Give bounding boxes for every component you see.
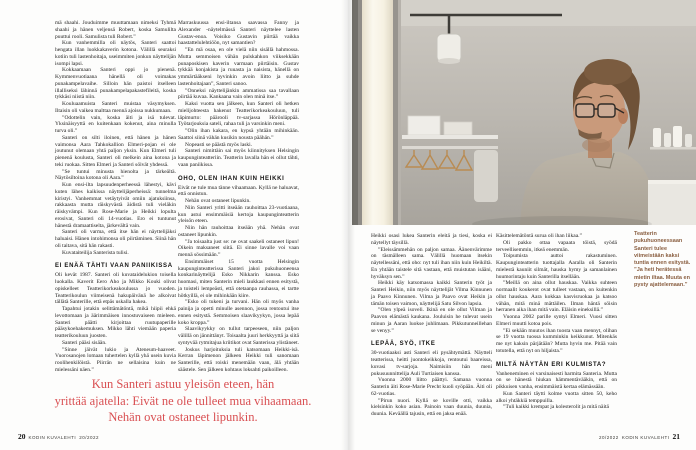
paragraph: Heikki käy katsomassa kaikki Santerin työt ja Santeri Heikin, niin myös näyttelijät Vilma Kinnunen ja Paavo Kinnunen. Vilma ja Paavo ovat Heikin ja tämän toisen vaimon, näyttelijä Satu Silvon lapsia. bbox=[371, 280, 492, 307]
paragraph: ”Onneksi näyttelijänkin ammatissa saa tavallaan piirtää kuvaa. Kankaana vain olen minä itse.” bbox=[178, 87, 299, 101]
paragraph: Tapahtui jotakin selittämätöntä, mikä hiipii ehkä levottomaan ja äärimmäisen innostuvaiseen mieleen. Santeri päätti kirjoittaa ruutupaperille pääsykoehakemuksen. Mikko lähti viemään paperia teatterikouluun juosten. bbox=[55, 306, 176, 339]
section-heading: EI ENÄÄ TÄHTI VAAN PANIIKISSA bbox=[55, 263, 173, 270]
paragraph: Kun vanhemmilla oli näytös, Santeri saattoi hengata illan luokkakaverin kotona. Välillä seuraksi kotiin tuli lastenhoitaja, useimmiten jonkun näyttelijän isompi lapsi. bbox=[55, 40, 176, 67]
paragraph: Niin Santeri yritti itseään rauhoittaa 23-vuotiaana, kun astui ensimmäisiä kertoja kaupunginteatterin yleisön eteen. bbox=[178, 204, 299, 225]
pendant-lamp bbox=[437, 34, 461, 62]
paragraph: Kuvataiteilija Santerista tulisi. bbox=[62, 249, 129, 256]
paragraph: ”Ei sekään muutos ihan tuosta vaan mennyt, olihan se 19 vuotta tuossa kumminkin keikkunut. Mitenkäs me nyt kaksin pärjätään? Mutta hyvin me. Pitää vain totutella, että nyt on hiljaista.” bbox=[496, 327, 617, 354]
paragraph: Kun ensi-ilta lapsuudenperheessä lähestyi, kävi kuten lähes kaikissa näyttelijäperheissä: tunnelma kiristyi. Vanhemmat vetäytyivät omiin ajatuksiinsa, rakkaasta mutta räiskyvästä äidistä tuli vieläkin räiskyvämpi. Kun Rose-Marie ja Heikki lopulta erosivat, Santeri oli 14-vuotias. Ero ei tuntunut hänestä dramaattiselta, järkevältä vain. bbox=[55, 182, 176, 229]
paragraph: Kaksi vuotta sen jälkeen, kun Santeri oli hetken mielijohteesta hakenut Teatterikorkeakouluun, tuli läpimurto: päärooli tv-sarjassa Hörönläppää. Työtarjouksia sateli, rahaa tuli ja varsinkin meni. bbox=[178, 101, 299, 128]
left-page-column-1 bbox=[55, 20, 176, 374]
dressing-room-photo bbox=[352, 0, 696, 225]
section-heading: MILTÄ NÄYTÄN ERI KULMISTA? bbox=[496, 361, 607, 368]
paragraph: Santeri pääsi sisään. bbox=[62, 339, 107, 346]
paragraph: Nehän ovat ostaneet lipunkin. bbox=[185, 198, 251, 204]
paragraph: Ensimmäiset 15 vuotta Helsingin kaupunginteatterissa Santeri jakoi pukuhuoneensa konkarinäyttelijä Esko Nikkarin kanssa. Esko huomasi, miten Santerin mieli laukkasi ennen esitystä, ja toisteli lempeästi, että otetaanpa rauhassa, ei tartte hötkyillä, ei ole mihinkään kiire. bbox=[178, 258, 299, 299]
paragraph: Oli kevät 1987. Santeri oli kuvataidelukion toisella luokalla. Kaverit Eero Aho ja Mikko Kouki olivat opiskelleet Teatterikorkeakoulussa jo vuoden. Teatterikoulun viimeisenä hakupäivänä he alkoivat tällätä Santerille, että etpäs uskalla hakea. bbox=[55, 272, 176, 306]
clothes-rail bbox=[402, 146, 498, 149]
paragraph: Oli pakko ottaa vapaata töistä, syödä terveellisemmin, itkeä enemmän. bbox=[496, 239, 617, 253]
paragraph: ”Se tuntui minusta hienolta ja tärkeältä. Näytösiltoina kotona oli Aara.” bbox=[55, 168, 176, 182]
paragraph: Vuonna 2002 parille syntyi Elmeri. Vuosi sitten Elmeri muutti kotoa pois. bbox=[496, 314, 617, 327]
paragraph: ”Olen ylpeä isoveli. Ikinä en ole ollut Vilman ja Paavon elämästä kaukana. Jouluisin he tulevat usein minun ja Aaran luokse juhlimaan. Pikkutunneillehan se venyy.” bbox=[371, 307, 492, 334]
section-heading: LEPÄÄ, SYÖ, ITKE bbox=[371, 341, 436, 348]
paragraph: 30-vuotiaaksi asti Santeri eli pysähtymättä. Näytteli teatterissa, heitti juontokeikkoja, rentoutui baareissa, kuvasi tv-sarjoja. Naimisiin hän meni pukusuunnittelija Auli Turtiaisen kanssa. bbox=[371, 350, 492, 377]
paragraph: ”Olin ihan kakara, en kypsä yhtään mihinkään. Saattoi siinä vähän kusikin nousta päähän.” bbox=[178, 128, 299, 141]
paragraph: ”Meillä on aina ollut hauskaa. Vaikka suhteen normaalit koukerot ovat tulleet vastaan, on kuitenkin ollut hauskaa. Aara kokkaa kasvisruokaa ja katsoo vähän, mitä minä mättäilen. Ilman häntä söisin herranen aika ihan mitä vain. Eläisin eineksillä.” bbox=[496, 280, 617, 314]
paragraph: ”Eleissämmehän on paljon samaa. Äänenvärimme on täsmälleen sama. Välillä huomaan itsekin näytellessäni, että oho: nyt tuli ihan niin kuin Heikiltä. En yhtään taistele sitä vastaan, että muistutan isääni, hyväksyn sen.” bbox=[371, 246, 492, 280]
magazine-name: KODIN KUVALEHTI bbox=[621, 435, 670, 440]
paragraph: Kun Santeri täytti kolme vuotta sitten 50, keho alkoi yhtäkkiä temppuilla. bbox=[496, 390, 617, 404]
paragraph: Nopeasti se päästä myös laski. bbox=[185, 141, 253, 148]
garment-bag bbox=[474, 150, 498, 202]
paragraph: Vanheneminen ei varsinaisesti harmita Santeria. Mutta on se hänestä hiukan hämmentävääkin, että on pikkuisen vanha, ensimmäistä kertaa elämässään. bbox=[496, 370, 617, 390]
paragraph: Joskus harjoituksia tuli katsomaan Heikki-isä. Kerran läpimenon jälkeen Heikki tuli sanomaan Santerille, että roiski menemään vaan, älä yhtään säästele. Sen jälkeen kohtaus loksahti paikoilleen. bbox=[178, 346, 299, 373]
photo-caption: Teatterin pukuhuoneessaan Santeri tulee viimeistään kaksi tuntia ennen esitystä. ”Ja heti herätessä mietin iltaa. Muuta en pysty ajattelemaan.” bbox=[634, 231, 691, 289]
page-number: 20 bbox=[18, 432, 26, 441]
magazine-name: KODIN KUVALEHTI bbox=[28, 435, 77, 440]
paragraph: mä shaahi. Jouduimme muuttamaan nimeksi Tyhmä shaahi ja hänen veljensä Robert, koska Samulilta puuttui rooli. Samulista tuli Robert.” bbox=[55, 20, 176, 40]
page-number: 21 bbox=[672, 432, 680, 441]
mirror-light-strip bbox=[362, 0, 393, 225]
shelf-box bbox=[408, 116, 440, 135]
paragraph: Kouluaamuista Santeri muistaa väsymyksen. Iltaisin oli vaikea malttaa mennä ajoissa nukkumaan. bbox=[55, 101, 176, 114]
pull-quote-line: yrittää ajatella: Eivät ne ole tulleet mua vihaamaan. bbox=[54, 393, 312, 408]
right-page-column-1 bbox=[371, 233, 492, 418]
paragraph: ”En mä osaa, en ole vielä niin sisällä hahmossa. Mutta semmoisen vähän pulskahkon viiksekkään punaposkisen kaverin varmaan piirtäisin. Gustav tykkää konjakista ja ruuasta ja naisista, hänellä on ymmärtääkseni hyvinkin avoin liitto ja suhde lastenhoitajaan”, Santeri sanoo. bbox=[178, 47, 299, 87]
paragraph: Santeri nimittäin sai myös kiinnityksen Helsingin kaupunginteatteriin. Teatterin lavalla hän ei ollut tähti, vaan paniikissa. bbox=[178, 148, 299, 168]
paragraph: Vuonna 2000 liitto päättyi. Samana vuonna Santerin äiti Rose-Marie Precht kuoli syöpään. Äiti oli 62-vuotias. bbox=[371, 377, 492, 397]
ceiling bbox=[352, 0, 696, 26]
paragraph: Slaavikyykky on tullut tarpeeseen, niin paljon välillä on jännittänyt. Toisaalta juuri herkkyyttä ja siitä syntyvää rytmitajua kriitikot ovat Santerissa ylistäneet. bbox=[178, 326, 299, 346]
shelf bbox=[402, 135, 498, 139]
right-page-column-2 bbox=[496, 233, 617, 411]
paragraph: Marraskuussa ensi-iltansa saavassa Fanny ja Alexander -näytelmässä Santeri näyttelee lasten Gustav-enoa. Voisiko Gustavin piirtää vaikka haastattelulehtiöön, nyt samantien? bbox=[178, 20, 299, 47]
paragraph: ”Esko oli tukeni ja turvani. Hän oli myös vanha painija ja opetti minulle asennon, jossa rentoutui itse ennen esitystä. Semmoisen slaavikyykyn, jossa lepää koko kroppa.” bbox=[178, 299, 299, 326]
photo-illustration bbox=[352, 0, 696, 225]
left-page-column-2 bbox=[178, 20, 299, 374]
paragraph: ”Ja toisaalta just se: ne ovat saakeli ostaneet lipun! Oikein maksaneet siitä. Ei sinne lavalle voi vaan mennä sössimään.” bbox=[178, 238, 299, 258]
left-page-footer bbox=[18, 432, 99, 441]
paragraph: ”Tuli kaikki krempat ja kolesterolit ja mitä näitä bbox=[503, 404, 609, 411]
paragraph: ”Pirun nuori. Kyllä se koville otti, vaikka kielsinkin koko asian. Painoin vaan duunia, duunia, duunia. Keväällä tajusin, että en jaksa enää. bbox=[371, 397, 492, 417]
paragraph: Eivät ne tule mua tänne vihaamaan. Kyllä ne haluavat, että onnistun. bbox=[178, 184, 299, 198]
paragraph: Käsittelemätöntä surua oli ihan liikaa.” bbox=[496, 233, 582, 239]
paragraph: Santeri oli varma, että itse hän ei näyttelijäksi haluaisi. Hänen intohimonsa oli piirtäminen. Siinä hän oli taitava, sitä hän rakasti. bbox=[55, 229, 176, 249]
pull-quote-line: Kun Santeri astuu yleisön eteen, hän bbox=[91, 377, 275, 391]
pull-quote bbox=[33, 376, 333, 426]
paragraph: Niin hän rauhoittaa itseään yhä. Nehän ovat ostaneet lipunkin. bbox=[178, 225, 299, 238]
paragraph: Toipumista auttoi rakastuminen. Kaupunginteatterin tuottajalla Aaralla oli Santerin mielestä kauniit silmät, hauska hymy ja samanlainen huumorintaju kuin Santerilla itsellään. bbox=[496, 253, 617, 280]
pull-quote-line: Nehän ovat ostaneet lipunkin. bbox=[108, 410, 258, 424]
section-heading: OHO, OLEN IHAN KUIN HEIKKI bbox=[178, 175, 285, 182]
paragraph: ”Sinne jäivät lukio ja Ateneum-haaveet. Vuorosanojen lomaan tuhertelen kyllä yhä usein kuvia roolihenkilöistä. Piirrän ne sellaisina kuin ne mielessäni näen.” bbox=[55, 346, 176, 373]
paragraph: Heikki osasi lukea Santerin eleitä ja tiesi, koska ei näytellyt täysillä. bbox=[371, 233, 492, 246]
paragraph: Kokkaamaan Santeri oppi jo pienenä. Kymmenvuotiaana hänellä oli voimakas punakampelavaihe. Silloin hän paistoi itselleen illalliseksi lähinnä punakampelapakastefileitä, koska tykkäsi niistä niin. bbox=[55, 67, 176, 101]
issue-number: 20/2022 bbox=[79, 435, 99, 440]
issue-number: 20/2022 bbox=[599, 435, 619, 440]
right-page-footer bbox=[599, 432, 680, 441]
paragraph: ”Odottelin vain, koska äiti ja isä tulevat. Yksinäisyyttä en kuitenkaan kokenut, aina minulla turva oli.” bbox=[55, 114, 176, 134]
paragraph: Santeri on silti iloinen, että hänen ja hänen vaimonsa Aara Tahkokallion Elmeri-pojan ei ole joutunut olemaan yhtä paljon yksin. Kun Elmeri tuli pienenä koulusta, Santeri oli melkein aina kotona ja teki ruokaa. Sitten Elmeri ja Santeri söivät yhdessä. bbox=[55, 134, 176, 168]
